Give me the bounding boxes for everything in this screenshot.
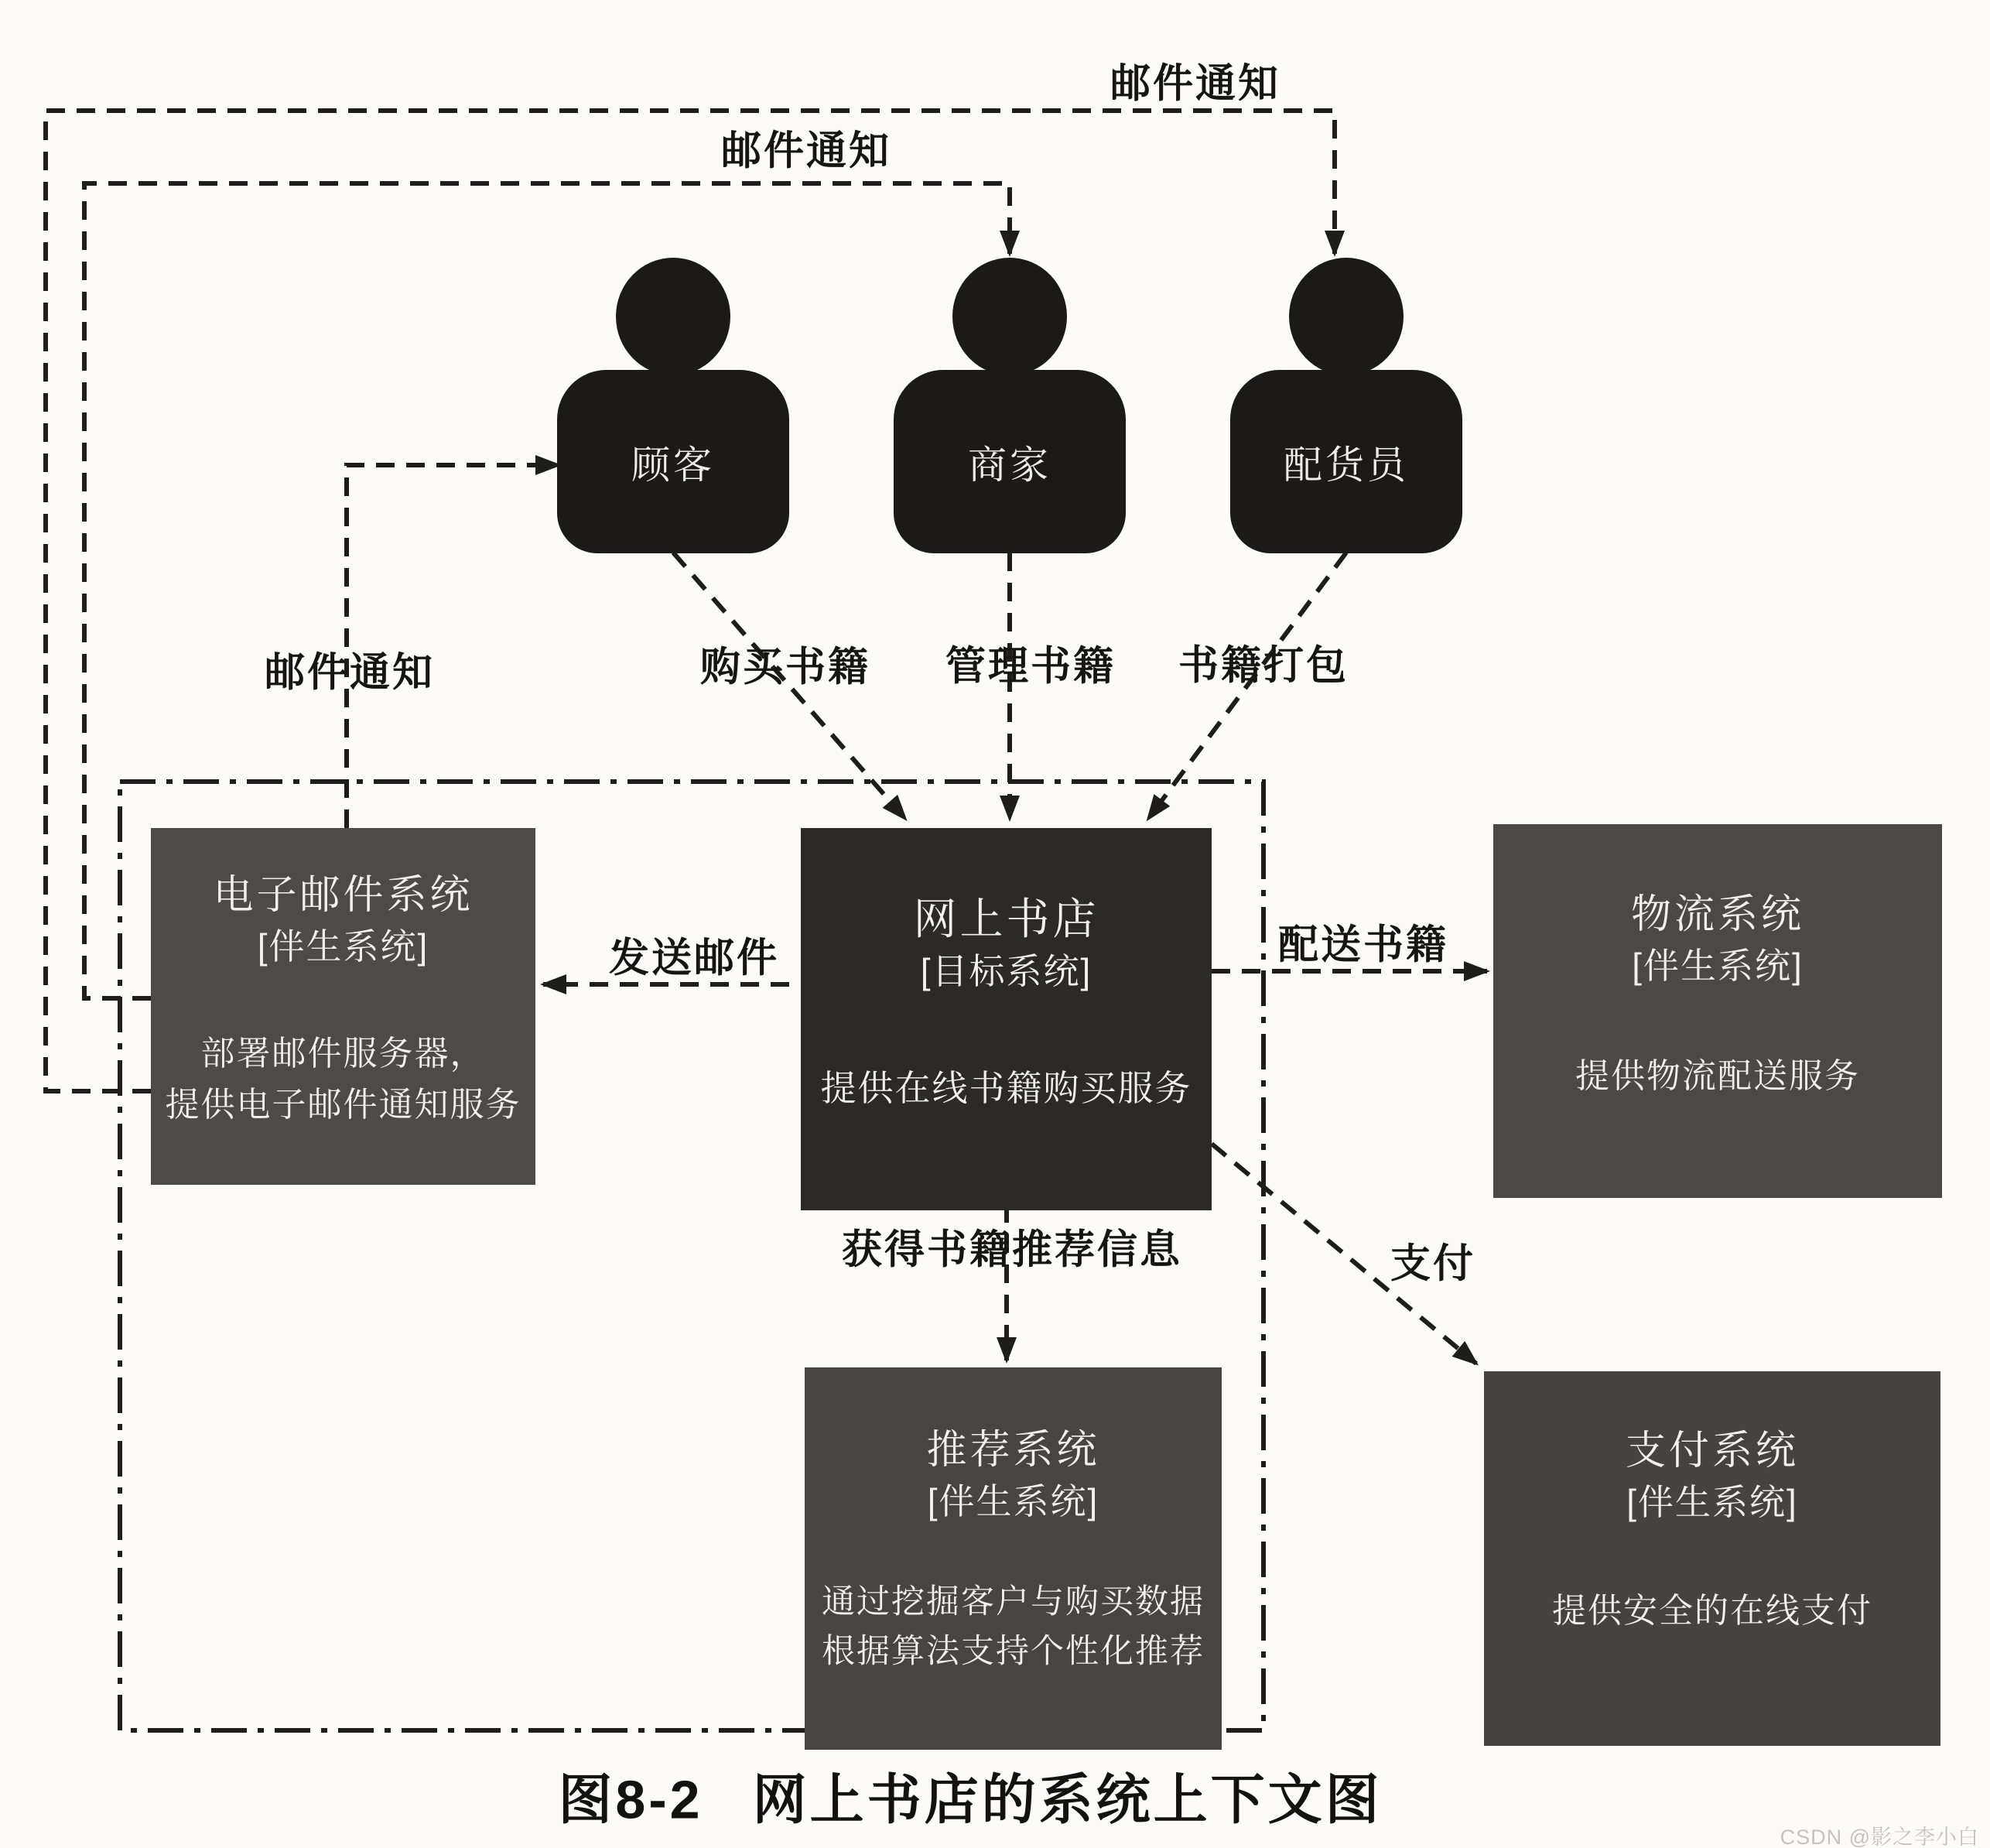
- online-bookstore-box: [801, 828, 1212, 1210]
- actor-deliverer: [1230, 258, 1462, 553]
- actor-customer-label: 顾客: [631, 443, 715, 487]
- payment-system-title: 支付系统: [1625, 1429, 1799, 1473]
- person-icon: [952, 258, 1067, 375]
- recommendation-system-box: [805, 1367, 1222, 1750]
- recommendation-system-description: 通过挖掘客户与购买数据 根据算法支持个性化推荐: [822, 1583, 1205, 1671]
- logistics-system-stereotype: [伴生系统]: [1632, 945, 1804, 986]
- edge-label-pack-books: 书籍打包: [1178, 643, 1349, 689]
- actor-merchant: [894, 258, 1126, 553]
- edge-label-get-recommendation: 获得书籍推荐信息: [841, 1227, 1183, 1273]
- email-system-title: 电子邮件系统: [213, 873, 474, 918]
- email-system-description: 部署邮件服务器， 提供电子邮件通知服务: [165, 1034, 521, 1124]
- edge-label-deliver-books: 配送书籍: [1277, 922, 1449, 968]
- figure-caption: [558, 1757, 1382, 1835]
- edge-label-buy-books: 购买书籍: [699, 645, 871, 690]
- logistics-system-title: 物流系统: [1630, 892, 1804, 937]
- csdn-watermark: CSDN @影之李小白: [1780, 1826, 1979, 1848]
- figure-caption-number: 图8-2: [558, 1769, 703, 1830]
- payment-system-stereotype: [伴生系统]: [1626, 1481, 1798, 1522]
- online-bookstore-description: 提供在线书籍购买服务: [820, 1067, 1192, 1108]
- recommendation-system-stereotype: [伴生系统]: [927, 1480, 1099, 1521]
- online-bookstore-title: 网上书店: [913, 895, 1099, 943]
- actor-merchant-label: 商家: [968, 443, 1051, 487]
- person-torso: [894, 370, 1126, 553]
- edge-label-email-notice-customer: 邮件通知: [264, 650, 436, 696]
- edge-label-pay: 支付: [1390, 1241, 1476, 1287]
- recommendation-system-title: 推荐系统: [926, 1428, 1100, 1473]
- person-torso: [1230, 370, 1462, 553]
- online-bookstore-stereotype: [目标系统]: [920, 951, 1092, 992]
- email-system-stereotype: [伴生系统]: [257, 926, 429, 967]
- payment-system-description: 提供安全的在线支付: [1552, 1591, 1872, 1630]
- edge-label-manage-books: 管理书籍: [945, 644, 1116, 690]
- person-icon: [1289, 258, 1404, 375]
- person-icon: [616, 258, 730, 375]
- edge-label-email-notice-merchant: 邮件通知: [720, 128, 892, 174]
- edge-label-send-email: 发送邮件: [608, 936, 780, 981]
- actor-customer: [557, 258, 789, 553]
- logistics-system-box: [1493, 824, 1942, 1198]
- person-torso: [557, 370, 789, 553]
- email-system-box: [151, 828, 535, 1185]
- edge-label-email-notice-deliverer: 邮件通知: [1110, 61, 1281, 107]
- payment-system-box: [1484, 1371, 1940, 1746]
- actor-deliverer-label: 配货员: [1284, 443, 1409, 487]
- logistics-system-description: 提供物流配送服务: [1575, 1056, 1860, 1095]
- figure-caption-title: 网上书店的系统上下文图: [752, 1769, 1383, 1830]
